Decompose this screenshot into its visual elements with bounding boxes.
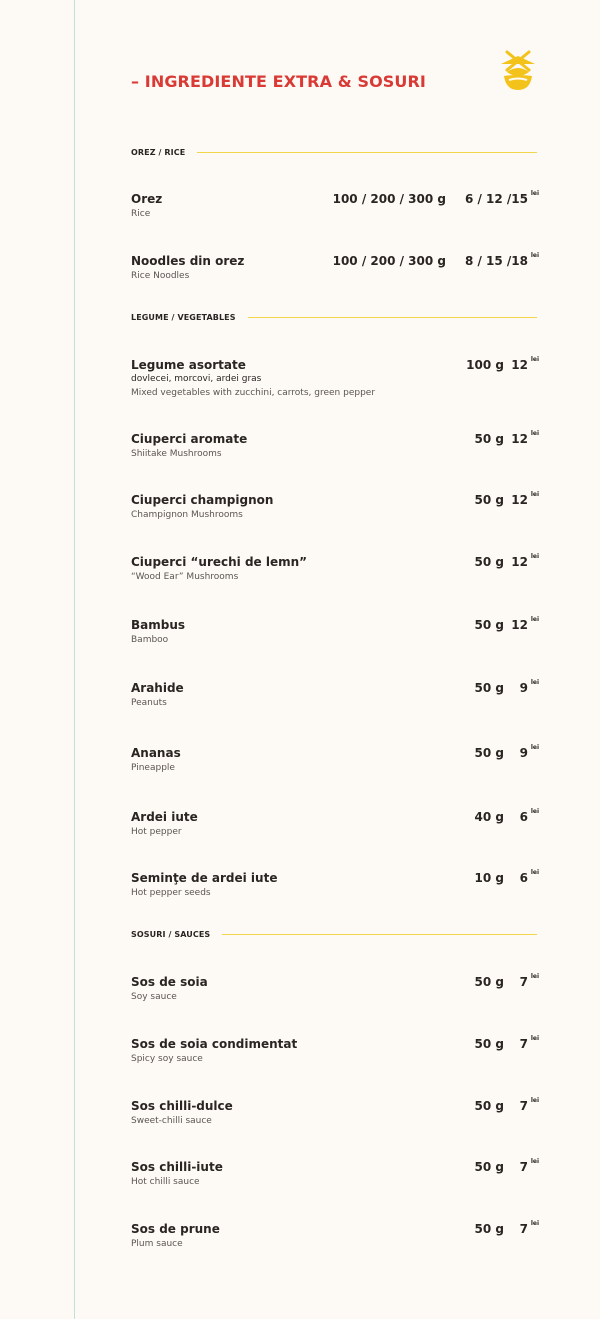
item-price: 12: [511, 493, 528, 507]
menu-item-ardei-iute: [131, 810, 541, 839]
section-divider: [197, 152, 537, 153]
item-weight: 50 g: [474, 1160, 504, 1174]
item-price: 7: [519, 1037, 528, 1051]
currency-label: lei: [530, 1158, 539, 1165]
item-price: 12: [511, 432, 528, 446]
menu-item-sos-de-soia-condimentat: [131, 1037, 541, 1066]
currency-label: lei: [530, 491, 539, 498]
menu-item-noodles: [131, 254, 541, 283]
menu-item-legume-asortate: [131, 358, 541, 400]
section-divider: [222, 934, 537, 935]
item-weight: 50 g: [474, 493, 504, 507]
section-header-sauces: [131, 928, 537, 940]
section-header-vegetables: [131, 311, 537, 323]
section-label: LEGUME / VEGETABLES: [131, 312, 236, 322]
item-price: 12: [511, 618, 528, 632]
item-name: Ciuperci “urechi de lemn”: [131, 555, 308, 569]
item-weight: 50 g: [474, 1037, 504, 1051]
section-label: SOSURI / SAUCES: [131, 929, 211, 939]
menu-item-sos-chilli-dulce: [131, 1099, 541, 1128]
item-weight: 100 g: [466, 358, 504, 372]
menu-item-ananas: [131, 746, 541, 775]
menu-item-ciuperci-aromate: [131, 432, 541, 461]
item-description: dovlecei, morcovi, ardei gras: [131, 374, 262, 384]
item-weight: 40 g: [474, 810, 504, 824]
currency-label: lei: [530, 1220, 539, 1227]
item-name: Sos chilli-dulce: [131, 1099, 233, 1113]
menu-item-sos-de-soia: [131, 975, 541, 1004]
section-header-rice: [131, 146, 537, 158]
item-price: 7: [519, 975, 528, 989]
item-name: Ardei iute: [131, 810, 198, 824]
item-weight: 50 g: [474, 555, 504, 569]
item-price: 12: [511, 555, 528, 569]
item-weight: 50 g: [474, 1099, 504, 1113]
currency-label: lei: [530, 869, 539, 876]
menu-item-bambus: [131, 618, 541, 647]
item-english-name: Rice Noodles: [131, 271, 190, 281]
menu-item-sos-chilli-iute: [131, 1160, 541, 1189]
currency-label: lei: [530, 973, 539, 980]
rice-bowl-chopsticks-icon: [499, 50, 537, 92]
item-weight: 10 g: [474, 871, 504, 885]
item-english-name: Spicy soy sauce: [131, 1054, 203, 1064]
item-english-name: Soy sauce: [131, 992, 177, 1002]
item-weight: 50 g: [474, 681, 504, 695]
item-english-name: Champignon Mushrooms: [131, 510, 243, 520]
menu-item-orez: [131, 192, 541, 221]
item-english-name: Hot pepper seeds: [131, 888, 211, 898]
currency-label: lei: [530, 430, 539, 437]
item-name: Sos de prune: [131, 1222, 220, 1236]
page-margin-line: [74, 0, 75, 1319]
item-weight: 50 g: [474, 746, 504, 760]
item-name: Ananas: [131, 746, 181, 760]
item-english-name: Plum sauce: [131, 1239, 183, 1249]
menu-item-ciuperci-urechi-de-lemn: [131, 555, 541, 584]
item-name: Bambus: [131, 618, 186, 632]
menu-item-seminte-de-ardei-iute: [131, 871, 541, 900]
item-price: 12: [511, 358, 528, 372]
item-price: 6: [519, 871, 528, 885]
item-weight: 50 g: [474, 618, 504, 632]
currency-label: lei: [530, 808, 539, 815]
item-weight: 50 g: [474, 432, 504, 446]
item-name: Noodles din orez: [131, 254, 245, 268]
item-english-name: Pineapple: [131, 763, 175, 773]
item-weight: 50 g: [474, 1222, 504, 1236]
item-english-name: Mixed vegetables with zucchini, carrots, green pepper: [131, 388, 376, 398]
item-english-name: Bamboo: [131, 635, 169, 645]
currency-label: lei: [530, 616, 539, 623]
item-name: Ciuperci champignon: [131, 493, 274, 507]
item-price: 7: [519, 1160, 528, 1174]
item-weight: 100 / 200 / 300 g: [332, 192, 446, 206]
item-price: 9: [519, 746, 528, 760]
menu-item-ciuperci-champignon: [131, 493, 541, 522]
item-english-name: Shiitake Mushrooms: [131, 449, 222, 459]
section-label: OREZ / RICE: [131, 147, 186, 157]
currency-label: lei: [530, 190, 539, 197]
item-name: Sos de soia condimentat: [131, 1037, 298, 1051]
item-name: Seminţe de ardei iute: [131, 871, 278, 885]
currency-label: lei: [530, 356, 539, 363]
currency-label: lei: [530, 744, 539, 751]
section-divider: [248, 317, 537, 318]
item-name: Orez: [131, 192, 163, 206]
item-name: Arahide: [131, 681, 184, 695]
menu-item-arahide: [131, 681, 541, 710]
currency-label: lei: [530, 1097, 539, 1104]
item-english-name: Hot chilli sauce: [131, 1177, 200, 1187]
currency-label: lei: [530, 553, 539, 560]
item-price: 7: [519, 1222, 528, 1236]
item-price: 7: [519, 1099, 528, 1113]
currency-label: lei: [530, 679, 539, 686]
item-english-name: “Wood Ear” Mushrooms: [131, 572, 239, 582]
item-english-name: Peanuts: [131, 698, 167, 708]
currency-label: lei: [530, 252, 539, 259]
item-weight: 100 / 200 / 300 g: [332, 254, 446, 268]
item-name: Sos chilli-iute: [131, 1160, 223, 1174]
item-price: 9: [519, 681, 528, 695]
item-english-name: Hot pepper: [131, 827, 182, 837]
currency-label: lei: [530, 1035, 539, 1042]
item-name: Sos de soia: [131, 975, 208, 989]
item-price: 8 / 15 /18: [464, 254, 528, 268]
page-title: – INGREDIENTE EXTRA & SOSURI: [131, 72, 426, 91]
item-name: Legume asortate: [131, 358, 246, 372]
item-weight: 50 g: [474, 975, 504, 989]
item-price: 6 / 12 /15: [464, 192, 528, 206]
item-english-name: Sweet-chilli sauce: [131, 1116, 212, 1126]
item-price: 6: [519, 810, 528, 824]
menu-item-sos-de-prune: [131, 1222, 541, 1251]
item-name: Ciuperci aromate: [131, 432, 248, 446]
item-english-name: Rice: [131, 209, 151, 219]
